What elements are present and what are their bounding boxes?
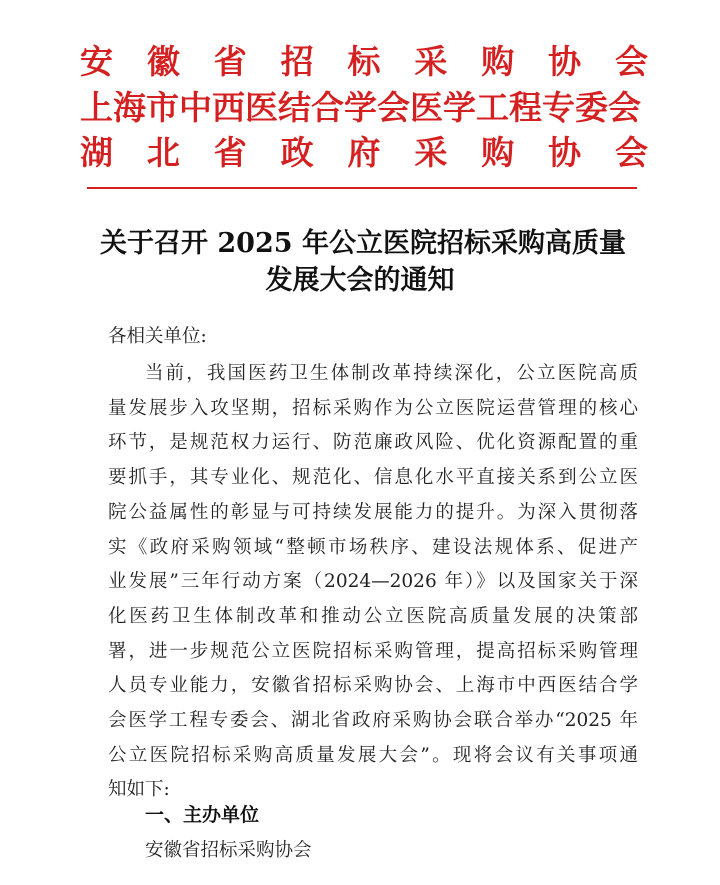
paragraph-line: 公立医院招标采购高质量发展大会”。现将会议有关事项通 <box>108 744 638 766</box>
document-title-line-2: 发展大会的通知 <box>265 265 455 296</box>
paragraph-line: 会医学工程专委会、湖北省政府采购协会联合举办“2025 年 <box>108 710 638 731</box>
paragraph-line: 人员专业能力，安徽省招标采购协会、上海市中西医结合学 <box>108 675 638 697</box>
paragraph-line: 知如下: <box>108 779 170 801</box>
section-heading-organizer: 一、主办单位 <box>145 804 260 826</box>
paragraph-line: 署，进一步规范公立医院招标采购管理，提高招标采购管理 <box>108 640 638 662</box>
paragraph-line: 量发展步入攻坚期，招标采购作为公立医院运营管理的核心 <box>108 397 638 419</box>
salutation: 各相关单位: <box>108 326 207 347</box>
letterhead-divider <box>87 187 637 189</box>
paragraph-line: 业发展”三年行动方案（2024—2026 年）》以及国家关于深 <box>108 571 638 593</box>
paragraph-line: 当前，我国医药卫生体制改革持续深化，公立医院高质 <box>145 363 638 384</box>
org-name-hubei: 湖 北 省 政 府 采 购 协 会 <box>80 133 648 172</box>
section-body-organizer: 安徽省招标采购协会 <box>145 840 312 861</box>
paragraph-line: 实《政府采购领域“整顿市场秩序、建设法规体系、促进产 <box>108 536 638 558</box>
paragraph-line: 要抓手，其专业化、规范化、信息化水平直接关系到公立医 <box>108 467 638 489</box>
org-name-shanghai: 上海市中西医结合学会医学工程专委会 <box>80 88 641 127</box>
paragraph-line: 环节，是规范权力运行、防范廉政风险、优化资源配置的重 <box>108 432 638 454</box>
org-name-anhui: 安 徽 省 招 标 采 购 协 会 <box>80 42 648 81</box>
document-title-line-1: 关于召开 2025 年公立医院招标采购高质量 <box>100 228 626 259</box>
paragraph-line: 化医药卫生体制改革和推动公立医院高质量发展的决策部 <box>108 605 638 627</box>
paragraph-line: 院公益属性的彰显与可持续发展能力的提升。为深入贯彻落 <box>108 501 638 523</box>
